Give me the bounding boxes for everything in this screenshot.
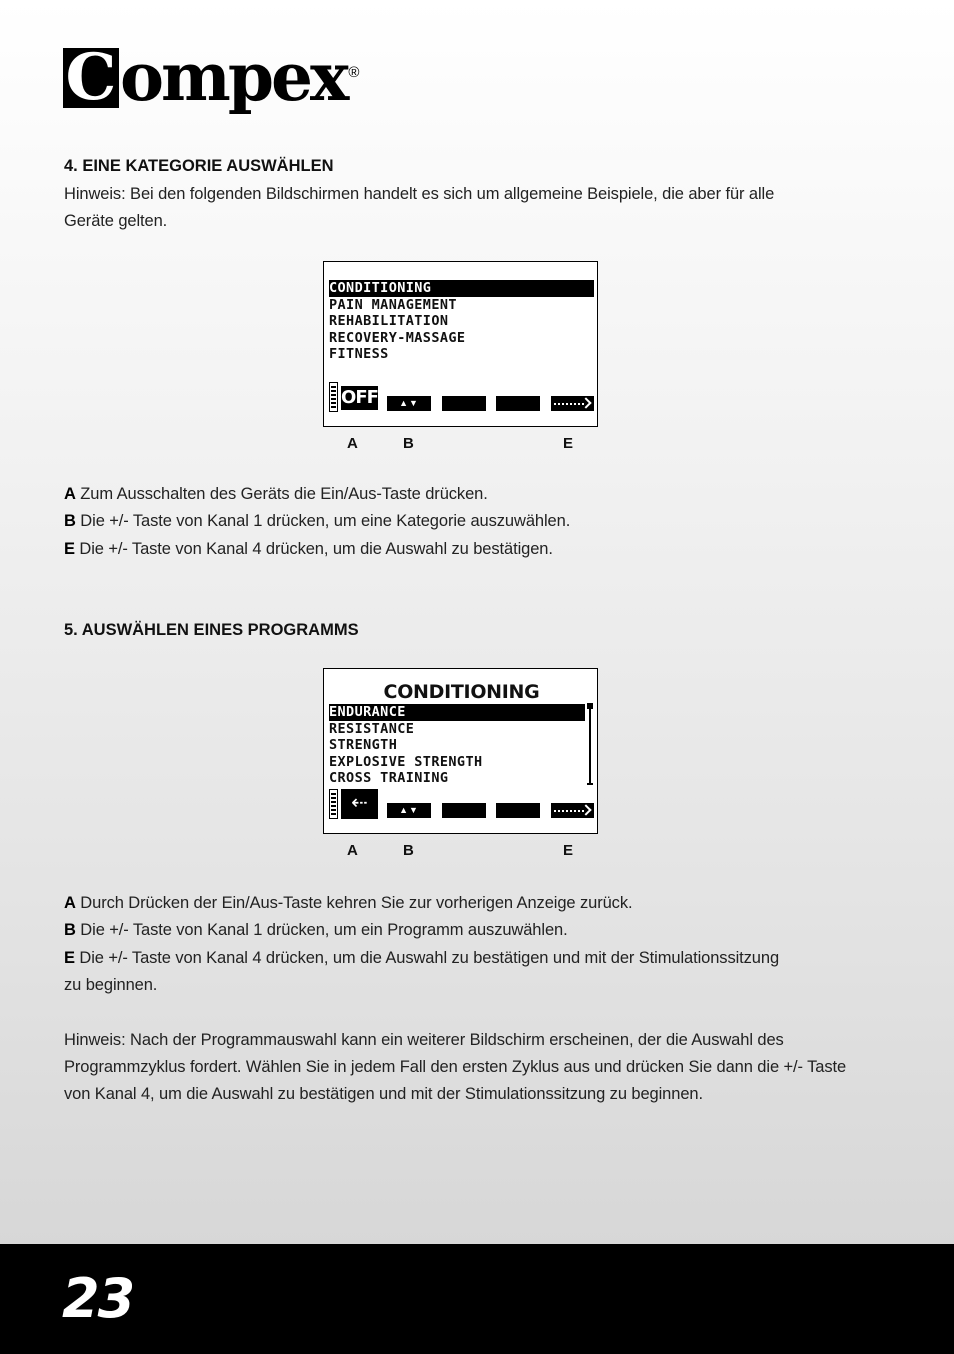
program-screen bbox=[323, 668, 598, 834]
instruction-b bbox=[64, 508, 570, 536]
section-5-heading: 5. AUSWÄHLEN EINES PROGRAMMS bbox=[64, 621, 359, 639]
blank-softkey bbox=[442, 396, 486, 411]
page-number: 23 bbox=[62, 1267, 134, 1330]
section-5-note-line-3: von Kanal 4, um die Auswahl zu bestätigen und mit der Stimulationssitzung zu beginnen. bbox=[64, 1085, 703, 1103]
up-down-softkey: ▲▼ bbox=[387, 803, 431, 818]
menu-item: FITNESS bbox=[329, 346, 389, 363]
instruction-text: Die +/- Taste von Kanal 4 drücken, um die Auswahl zu bestätigen. bbox=[74, 540, 553, 558]
instruction-key: E bbox=[64, 540, 75, 558]
menu-item: RESISTANCE bbox=[329, 720, 415, 737]
logo-text: ompex bbox=[120, 38, 347, 116]
key-label-b: B bbox=[403, 842, 414, 859]
key-label-a: A bbox=[347, 842, 358, 859]
instruction-key: B bbox=[64, 921, 76, 939]
up-down-softkey: ▲▼ bbox=[387, 396, 431, 411]
screen-title: CONDITIONING bbox=[383, 681, 540, 703]
menu-item: EXPLOSIVE STRENGTH bbox=[329, 753, 483, 770]
key-label-e: E bbox=[563, 435, 574, 452]
menu-item: PAIN MANAGEMENT bbox=[329, 296, 457, 313]
instruction-key: B bbox=[64, 512, 76, 530]
menu-item: CROSS TRAINING bbox=[329, 770, 449, 787]
key-label-e: E bbox=[563, 842, 574, 859]
battery-icon bbox=[329, 382, 338, 412]
instruction-text: Die +/- Taste von Kanal 1 drücken, um eine Kategorie auszuwählen. bbox=[75, 512, 571, 530]
confirm-arrow-icon bbox=[551, 803, 594, 818]
instruction-text: Die +/- Taste von Kanal 4 drücken, um die Auswahl zu bestätigen und mit der Stimulationssitzung bbox=[74, 949, 780, 967]
section-5-note-line-1: Hinweis: Nach der Programmauswahl kann ein weiterer Bildschirm erscheinen, der die Auswahl des bbox=[64, 1031, 784, 1049]
section-4-note-line-1: Hinweis: Bei den folgenden Bildschirmen handelt es sich um allgemeine Beispiele, die aber für alle bbox=[64, 185, 775, 203]
menu-item: RECOVERY-MASSAGE bbox=[329, 329, 466, 346]
battery-icon bbox=[329, 789, 338, 819]
logo-initial: C bbox=[63, 48, 119, 108]
instruction-text: Zum Ausschalten des Geräts die Ein/Aus-Taste drücken. bbox=[75, 485, 488, 503]
key-label-a: A bbox=[347, 435, 358, 452]
compex-logo bbox=[63, 38, 360, 120]
menu-item: REHABILITATION bbox=[329, 313, 449, 330]
footer-bar bbox=[0, 1244, 954, 1354]
program-menu bbox=[329, 704, 585, 787]
instruction-e bbox=[64, 536, 553, 564]
category-screen bbox=[323, 261, 598, 427]
blank-softkey bbox=[496, 803, 540, 818]
registered-mark: ® bbox=[348, 64, 360, 81]
confirm-arrow-icon bbox=[551, 396, 594, 411]
instruction-a bbox=[64, 481, 488, 509]
off-softkey: OFF bbox=[341, 387, 378, 408]
section-4-note-line-2: Geräte gelten. bbox=[64, 212, 168, 230]
instruction-e bbox=[64, 945, 779, 973]
instruction-key: A bbox=[64, 894, 76, 912]
instruction-key: A bbox=[64, 485, 76, 503]
instruction-a bbox=[64, 890, 632, 918]
scrollbar bbox=[589, 703, 591, 785]
menu-item-selected: CONDITIONING bbox=[329, 280, 594, 297]
menu-item: STRENGTH bbox=[329, 737, 398, 754]
instruction-e-continued: zu beginnen. bbox=[64, 976, 158, 994]
softkey-bar bbox=[329, 382, 595, 414]
instruction-text: Durch Drücken der Ein/Aus-Taste kehren Sie zur vorherigen Anzeige zurück. bbox=[75, 894, 633, 912]
blank-softkey bbox=[496, 396, 540, 411]
category-menu bbox=[329, 280, 594, 363]
softkey-bar bbox=[329, 789, 595, 821]
blank-softkey bbox=[442, 803, 486, 818]
back-arrow-icon: ⇠ bbox=[341, 789, 378, 819]
key-label-b: B bbox=[403, 435, 414, 452]
instruction-key: E bbox=[64, 949, 75, 967]
section-5-note-line-2: Programmzyklus fordert. Wählen Sie in jedem Fall den ersten Zyklus aus und drücken Sie dann die +/- Taste bbox=[64, 1058, 847, 1076]
section-4-heading: 4. EINE KATEGORIE AUSWÄHLEN bbox=[64, 157, 334, 175]
instruction-b bbox=[64, 917, 568, 945]
instruction-text: Die +/- Taste von Kanal 1 drücken, um ein Programm auszuwählen. bbox=[75, 921, 568, 939]
menu-item-selected: ENDURANCE bbox=[329, 704, 585, 721]
